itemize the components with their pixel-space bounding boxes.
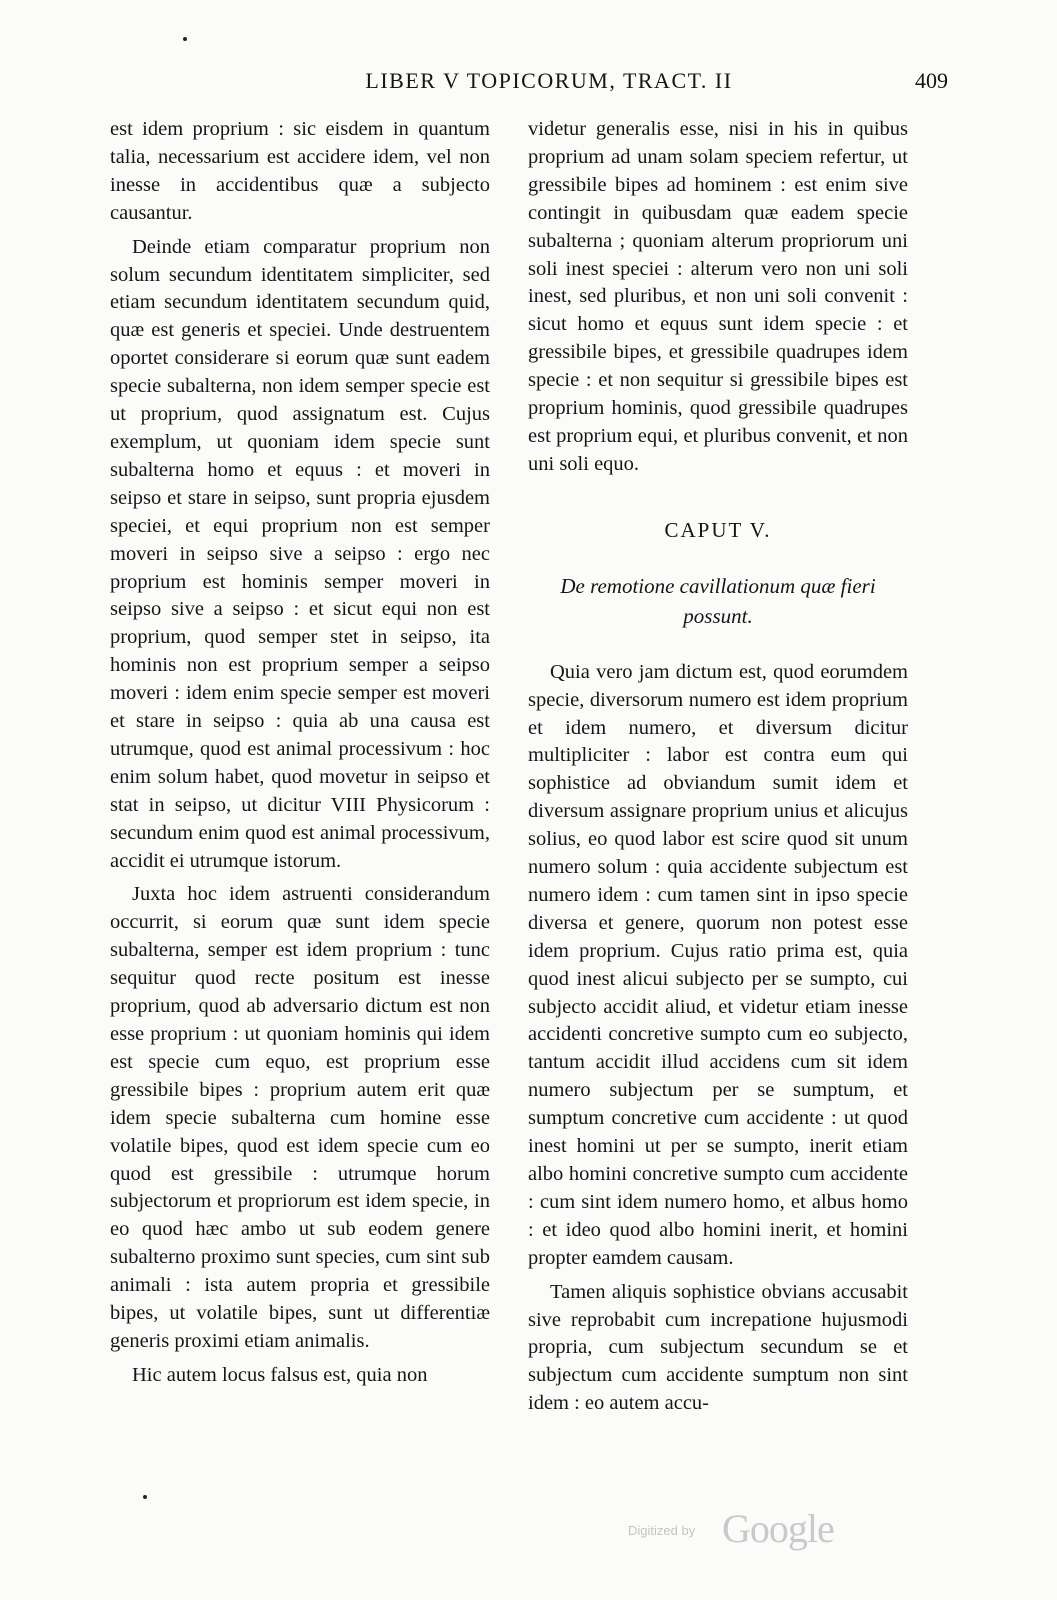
- google-logo: Google: [722, 1506, 834, 1551]
- digitized-label: Digitized by: [628, 1523, 696, 1538]
- paragraph: videtur generalis esse, nisi in his in quibus proprium ad unam solam speciem refertur, ut gressibile bipes ad hominem : est enim sive contingit in quibusdam quæ eadem specie subalterna ; quoniam alterum propriorum uni soli inest speciei : alterum vero non uni soli inest, sed pluribus, et non uni soli convenit : sicut homo et equus sunt idem specie : et gressibile bipes, et gressibile quadrupes idem specie : et non sequitur si gressibile bipes est proprium hominis, quod gressibile quadrupes est proprium equi, et pluribus convenit, et non uni soli equo.: [528, 118, 908, 475]
- paragraph: est idem proprium : sic eisdem in quantum talia, necessarium est accidere idem, vel non inesse in accidentibus quæ a subjecto causantur.: [110, 118, 490, 224]
- chapter-subtitle: De remotione cavillationum quæ fieri possunt.: [560, 573, 876, 628]
- page-number: 409: [915, 68, 948, 93]
- paragraph: Deinde etiam comparatur proprium non solum secundum identitatem simpliciter, sed etiam secundum identitatem secundum quid, quæ est generis et speciei. Unde destruentem oportet considerare si eorum quæ sunt eadem specie subalterna, non idem semper specie est ut proprium, quod assignatum est. Cujus exemplum, ut quoniam idem specie sunt subalterna homo et equus : et moveri in seipso et stare in seipso, sunt propria ejusdem speciei, et equi proprium non est semper moveri in seipso sive a seipso : ergo nec proprium est hominis semper moveri in seipso sive a seipso : et sicut equi non est proprium, quod semper stet in seipso, ita hominis non est proprium semper a seipso moveri : idem enim specie semper est moveri et stare in seipso : quia ab una causa est utrumque, quod est animal processivum : hoc enim solum habet, quod movetur in seipso et stat in seipso, ut dicitur VIII Physicorum : secundum enim quod est animal processivum, accidit ei utrumque istorum.: [110, 235, 490, 872]
- paragraph: Quia vero jam dictum est, quod eorumdem specie, diversorum numero est idem proprium et idem numero, et diversum dicitur multipliciter : labor est contra eum qui sophistice ad obviandum sumit idem et diversum assignare proprium unius et alicujus solius, eo quod labor est scire quod sit unum numero solum : quia accidente subjectum est numero idem : cum tamen sint in ipso specie diversa et genere, quorum non potest esse idem proprium. Cujus ratio prima est, quia quod inest alicui subjecto per se sumpto, cui subjecto accidit aliud, et videtur etiam inesse accidenti concretive sumpto cum eo subjecto, tantum accidit illud accidens cum sit idem numero subjectum per se sumptum, et sumptum concretive cum accidente : ut quod inest homini ut per se sumpto, inerit etiam albo homini concretive sumpto cum accidente : cum sint idem numero homo, et albus homo : et ideo quod albo homini inerit, et homini propter eamdem causam.: [528, 660, 908, 1269]
- page-header: [110, 64, 948, 98]
- paragraph: Juxta hoc idem astruenti considerandum occurrit, si eorum quæ sunt idem specie subalterna, semper est idem proprium : tunc sequitur quod recte positum est inesse proprium, quod ab adversario dictum est non esse proprium : ut quoniam hominis qui idem est specie cum equo, est proprium esse gressibile bipes : proprium autem erit quæ idem specie subalterna cum homine esse volatile bipes, quod est idem specie cum eo quod est gressibile : utrumque horum subjectorum et propriorum est idem specie, in eo quod hæc ambo ut sub eodem genere subalterno proximo sunt species, cum sint sub animali : ista autem propria et gressibile bipes, ut volatile bipes, sunt ut differentiæ generis proximi etiam animalis.: [110, 883, 490, 1352]
- paragraph: Tamen aliquis sophistice obvians accusabit sive reprobabit cum increpatione hujusmodi propria, cum subjectum secundum se et subjectum cum accidente sumptum non sint idem : eo autem accu-: [528, 1280, 908, 1415]
- scan-speck: [183, 37, 187, 41]
- running-title: LIBER V TOPICORUM, TRACT. II: [365, 68, 733, 93]
- left-column: [110, 116, 490, 1390]
- digitized-watermark: [628, 1505, 868, 1553]
- right-column: [528, 116, 908, 1418]
- paragraph: Hic autem locus falsus est, quia non: [132, 1363, 428, 1386]
- scan-speck: [143, 1495, 147, 1499]
- chapter-heading: CAPUT V.: [664, 517, 772, 542]
